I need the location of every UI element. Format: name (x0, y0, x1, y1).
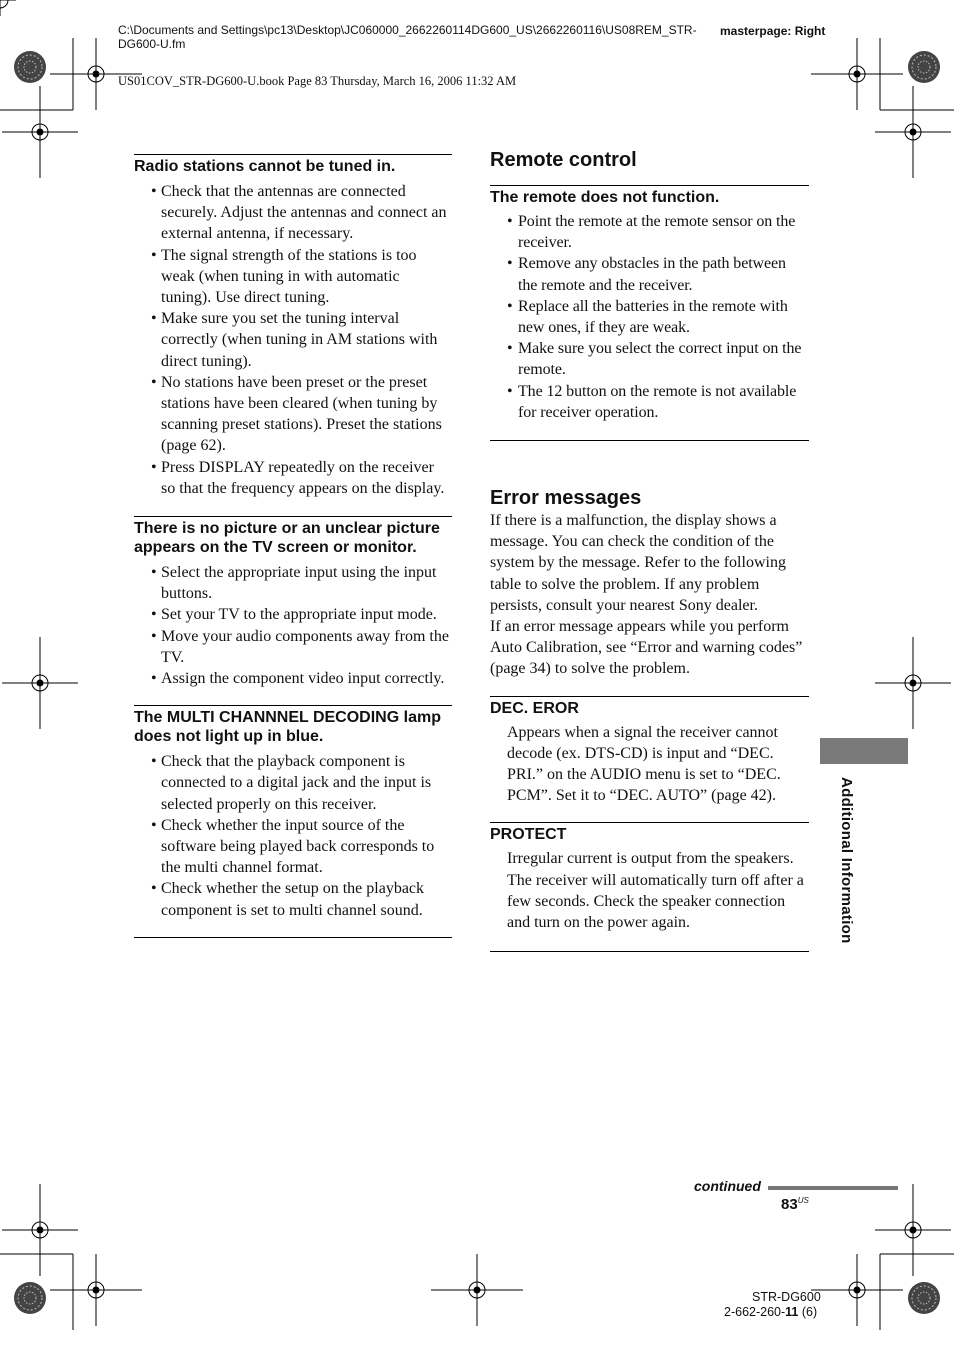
section-divider (490, 822, 809, 823)
section-divider (490, 951, 809, 952)
page-number: $83^{US}$ (781, 1196, 809, 1213)
section-divider (134, 937, 452, 938)
list-item: • No stations have been preset or the preset stations have been cleared (when tuning by scanning preset stations). Preset the stations (page 62). (134, 372, 452, 457)
error-intro-paragraph-2: If an error message appears while you perform Auto Calibration, see “Error and warning codes” (page 34) to solve the problem. (490, 618, 803, 678)
radio-checklist (134, 181, 452, 499)
section-divider (134, 154, 452, 155)
list-item: • Move your audio components away from the TV. (134, 626, 452, 668)
list-item: • The signal strength of the stations is too weak (when tuning in with automatic tuning). Use direct tuning. (134, 245, 452, 309)
list-item: • Check whether the setup on the playback component is set to multi channel sound. (134, 878, 452, 920)
document-code: 2-662-260-11 (6) (724, 1305, 818, 1319)
list-item: • Select the appropriate input using the input buttons. (134, 562, 452, 604)
remote-checklist (490, 211, 809, 423)
section-title-multi: The MULTI CHANNNEL DECODING lamp does not light up in blue. (134, 709, 441, 746)
list-item: • Check that the antennas are connected securely. Adjust the antennas and connect an external antenna, if necessary. (134, 181, 452, 245)
error-intro-paragraph: If there is a malfunction, the display shows a message. You can check the condition of the system by the message. Refer to the following table to solve the problem. If any problem persists, consult your nearest Sony dealer. (490, 512, 786, 614)
section-divider (134, 516, 452, 517)
error-description-protect: Irregular current is output from the speakers. The receiver will automatically turn off after a few seconds. Check the speaker connection and turn on the power again. (507, 850, 804, 932)
list-item: • Check whether the input source of the software being played back corresponds to the multi channel format. (134, 815, 452, 879)
file-path: C:\Documents and Settings\pc13\Desktop\JC060000_2662260114DG600_US\2662260116\US08REM_STR-DG600-U.fm (118, 23, 697, 51)
continued-bar (768, 1186, 898, 1190)
side-section-label: Additional Information (838, 777, 855, 944)
error-description-dec-eror: Appears when a signal the receiver cannot decode (ex. DTS-CD) is input and “DEC. PRI.” on the AUDIO menu is set to “DEC. PCM”. Set it to “DEC. AUTO” (page 42). (507, 723, 781, 805)
list-item: • Press DISPLAY repeatedly on the receiver so that the frequency appears on the display. (134, 457, 452, 499)
section-title-picture: There is no picture or an unclear picture appears on the TV screen or monitor. (134, 520, 440, 557)
list-item: • Remove any obstacles in the path between the remote and the receiver. (490, 253, 809, 295)
section-divider (490, 440, 809, 441)
list-item: • Replace all the batteries in the remote with new ones, if they are weak. (490, 296, 809, 338)
error-code-protect: PROTECT (490, 826, 567, 844)
section-divider (490, 185, 809, 186)
list-item: • Assign the component video input correctly. (134, 668, 452, 689)
list-item: • Make sure you select the correct input on the remote. (490, 338, 809, 380)
picture-checklist (134, 562, 452, 689)
heading-remote-control: Remote control (490, 149, 637, 171)
page-suffix: US (797, 1196, 809, 1205)
left-column (134, 154, 452, 938)
list-item: • Point the remote at the remote sensor on the receiver. (490, 211, 809, 253)
book-info-line: US01COV_STR-DG600-U.book Page 83 Thursday, March 16, 2006 11:32 AM (118, 74, 517, 88)
right-column (490, 148, 809, 952)
heading-error-messages: Error messages (490, 487, 642, 510)
model-number: STR-DG600 (752, 1290, 821, 1304)
list-item: • The 12 button on the remote is not available for receiver operation. (490, 381, 809, 423)
continued-label: continued (694, 1178, 761, 1194)
multi-checklist (134, 751, 452, 921)
list-item: • Check that the playback component is connected to a digital jack and the input is selected properly on this receiver. (134, 751, 452, 815)
section-title-radio: Radio stations cannot be tuned in. (134, 158, 396, 175)
list-item: • Make sure you set the tuning interval correctly (when tuning in AM stations with direct tuning). (134, 308, 452, 372)
section-divider (134, 705, 452, 706)
section-divider (490, 696, 809, 697)
masterpage-label: masterpage: Right (720, 24, 826, 38)
section-tab-marker (820, 738, 908, 764)
list-item: • Set your TV to the appropriate input mode. (134, 604, 452, 625)
section-title-remote: The remote does not function. (490, 189, 720, 206)
error-code-dec-eror: DEC. EROR (490, 699, 579, 717)
